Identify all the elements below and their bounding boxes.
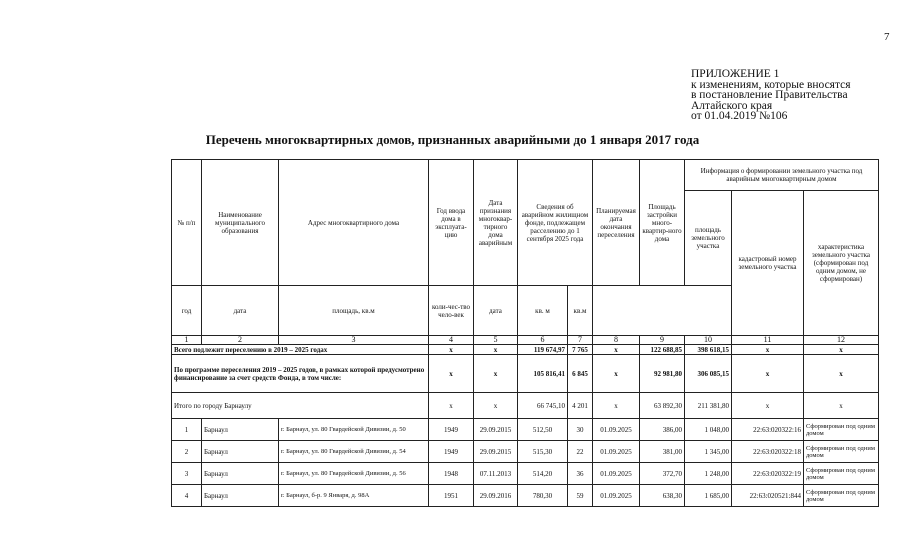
appendix-block [691,69,851,122]
table-row [172,441,879,463]
summary-cell: 4 201 [568,393,593,419]
row-land: 1 685,00 [685,485,732,507]
header-address: Адрес многоквартирного дома [279,160,429,286]
summary-cell: 122 688,85 [640,345,685,355]
row-people: 22 [568,441,593,463]
summary-label: По программе переселения 2019 – 2025 годов, в рамках которой предусмотрено финансирование за счет средств Фонда, в том числе: [172,355,429,393]
summary-row [172,393,879,419]
header-unit-date2: дата [474,286,518,336]
row-address: г. Барнаул, б-р. 9 Января, д. 98А [279,485,429,507]
summary-cell: 66 745,10 [518,393,568,419]
summary-label: Всего подлежит переселению в 2019 – 2025 годах [172,345,429,355]
col-number: 8 [593,336,640,345]
col-number: 3 [279,336,429,345]
table-row [172,485,879,507]
summary-cell: 92 981,80 [640,355,685,393]
row-land: 1 345,00 [685,441,732,463]
header-planned-end: Планируемая дата окончания переселения [593,160,640,286]
table-row [172,463,879,485]
col-number: 9 [640,336,685,345]
col-number: 7 [568,336,593,345]
summary-cell: x [429,345,474,355]
row-date: 29.09.2016 [474,485,518,507]
header-unit-date: дата [202,286,279,336]
row-num: 4 [172,485,202,507]
summary-cell: 211 381,80 [685,393,732,419]
summary-cell: x [429,355,474,393]
row-built: 638,30 [640,485,685,507]
header-unit-people: коли-чес-тво чело-век [429,286,474,336]
housing-table [171,159,879,507]
col-number: 10 [685,336,732,345]
document-title: Перечень многоквартирных домов, признанных аварийными до 1 января 2017 года [205,132,700,147]
row-area: 514,20 [518,463,568,485]
summary-cell: 7 765 [568,345,593,355]
header-num: № п/п [172,160,202,286]
summary-label: Итого по городу Барнаулу [172,393,429,419]
row-cadastral: 22:63:020521:844 [732,485,804,507]
header-date-recognized: Дата признания многоквар-тирного дома аварийным [474,160,518,286]
summary-cell: x [804,355,879,393]
header-emergency-info: Сведения об аварийном жилищном фонде, подлежащем расселению до 1 сентября 2025 года [518,160,593,286]
header-unit-year: год [172,286,202,336]
summary-cell: x [593,355,640,393]
page-number: 7 [884,31,890,43]
appendix-line: от 01.04.2019 №106 [691,110,788,122]
row-municipality: Барнаул [202,419,279,441]
summary-cell: x [732,393,804,419]
appendix-line: к изменениям, которые вносятся [691,78,851,91]
col-number: 6 [518,336,568,345]
col-number: 5 [474,336,518,345]
header-built-area: Площадь застройки много-квартир-ного дома [640,160,685,286]
row-num: 3 [172,463,202,485]
summary-cell: 119 674,97 [518,345,568,355]
row-area: 512,50 [518,419,568,441]
row-characteristic: Сформирован под одним домом [804,441,879,463]
row-date: 07.11.2013 [474,463,518,485]
summary-cell: x [593,393,640,419]
row-address: г. Барнаул, ул. 80 Гвардейской Дивизии, д. 56 [279,463,429,485]
header-year-built: Год ввода дома в эксплуата-цию [429,160,474,286]
row-address: г. Барнаул, ул. 80 Гвардейской Дивизии, д. 54 [279,441,429,463]
header-unit-sqm2: кв.м [568,286,593,336]
row-year: 1951 [429,485,474,507]
row-cadastral: 22:63:020322:18 [732,441,804,463]
summary-cell: x [804,393,879,419]
header-municipality: Наименование муниципального образования [202,160,279,286]
summary-cell: x [593,345,640,355]
row-land: 1 048,00 [685,419,732,441]
summary-cell: 306 085,15 [685,355,732,393]
row-built: 372,70 [640,463,685,485]
row-built: 381,00 [640,441,685,463]
col-number: 12 [804,336,879,345]
appendix-line: в постановление Правительства [691,89,848,101]
row-people: 59 [568,485,593,507]
header-unit-area: площадь, кв.м [279,286,429,336]
row-num: 1 [172,419,202,441]
summary-cell: x [474,393,518,419]
header-land-area: площадь земельного участка [685,191,732,286]
row-characteristic: Сформирован под одним домом [804,419,879,441]
summary-cell: 105 816,41 [518,355,568,393]
summary-cell: x [732,355,804,393]
row-characteristic: Сформирован под одним домом [804,463,879,485]
header-unit-sqm: кв. м [518,286,568,336]
row-built: 386,00 [640,419,685,441]
summary-cell: x [474,355,518,393]
row-planned: 01.09.2025 [593,441,640,463]
row-year: 1948 [429,463,474,485]
row-municipality: Барнаул [202,441,279,463]
summary-cell: x [804,345,879,355]
summary-cell: x [474,345,518,355]
col-number: 1 [172,336,202,345]
row-municipality: Барнаул [202,463,279,485]
col-number: 11 [732,336,804,345]
header-land-group: Информация о формировании земельного участка под аварийным многоквартирным домом [685,160,879,191]
row-year: 1949 [429,419,474,441]
row-people: 36 [568,463,593,485]
col-number: 2 [202,336,279,345]
row-year: 1949 [429,441,474,463]
row-area: 780,30 [518,485,568,507]
col-number: 4 [429,336,474,345]
appendix-line: ПРИЛОЖЕНИЕ 1 [691,68,780,80]
row-planned: 01.09.2025 [593,419,640,441]
row-area: 515,30 [518,441,568,463]
summary-cell: 398 618,15 [685,345,732,355]
row-planned: 01.09.2025 [593,485,640,507]
appendix-line: Алтайского края [691,99,773,112]
table-row [172,419,879,441]
summary-row [172,345,879,355]
header-land-char: характеристика земельного участка (сформирован под одним домом, не сформирован) [804,191,879,336]
header-cadastral: кадастровый номер земельного участка [732,191,804,336]
row-date: 29.09.2015 [474,441,518,463]
row-characteristic: Сформирован под одним домом [804,485,879,507]
summary-cell: x [429,393,474,419]
row-date: 29.09.2015 [474,419,518,441]
row-land: 1 248,00 [685,463,732,485]
row-cadastral: 22:63:020322:19 [732,463,804,485]
summary-cell: 6 845 [568,355,593,393]
summary-row [172,355,879,393]
row-num: 2 [172,441,202,463]
row-municipality: Барнаул [202,485,279,507]
row-people: 30 [568,419,593,441]
summary-cell: 63 892,30 [640,393,685,419]
row-address: г. Барнаул, ул. 80 Гвардейской Дивизии, д. 50 [279,419,429,441]
summary-cell: x [732,345,804,355]
row-cadastral: 22:63:020322:16 [732,419,804,441]
row-planned: 01.09.2025 [593,463,640,485]
